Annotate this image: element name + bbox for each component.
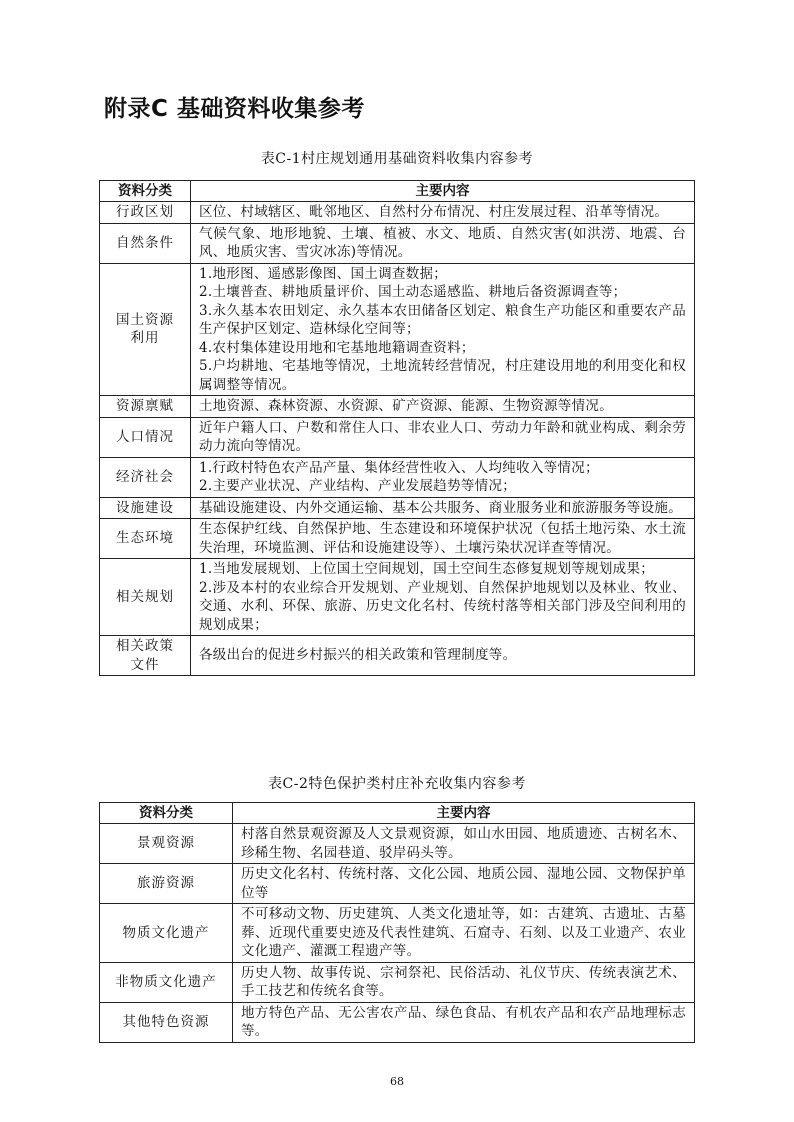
table2-row xyxy=(100,864,695,904)
content-cell xyxy=(191,497,695,519)
category-cell: 设施建设 xyxy=(100,497,191,519)
content-line: 地方特色产品、无公害农产品、绿色食品、有机农产品和农产品地理标志等。 xyxy=(241,1004,686,1039)
content-cell xyxy=(191,396,695,418)
content-cell xyxy=(191,559,695,636)
content-line: 1.当地发展规划、上位国土空间规划，国土空间生态修复规划等规划成果； xyxy=(199,561,655,577)
content-cell xyxy=(191,223,695,263)
table2-row xyxy=(100,824,695,864)
category-cell: 景观资源 xyxy=(100,824,233,864)
content-cell xyxy=(191,457,695,497)
category-cell: 生态环境 xyxy=(100,519,191,559)
category-cell: 经济社会 xyxy=(100,457,191,497)
table2-header-category: 资料分类 xyxy=(100,803,233,824)
content-cell xyxy=(233,962,695,1002)
category-cell: 资源禀赋 xyxy=(100,396,191,418)
content-line: 2.土壤普查、耕地质量评价、国土动态遥感监、耕地后备资源调查等； xyxy=(199,284,627,300)
category-cell: 物质文化遗产 xyxy=(100,904,233,963)
content-line: 不可移动文物、历史建筑、人类文化遗址等，如：古建筑、古遗址、古墓葬、近现代重要史迹及代表性建筑、石窟寺、石刻、以及工业遗产、农业文化遗产、灌溉工程遗产等。 xyxy=(241,906,686,959)
table1-row xyxy=(100,263,695,396)
content-cell xyxy=(191,519,695,559)
content-cell xyxy=(233,864,695,904)
category-cell: 行政区划 xyxy=(100,202,191,224)
table1-row xyxy=(100,519,695,559)
page-number: 68 xyxy=(390,1075,404,1088)
table1-row xyxy=(100,396,695,418)
table2-header-row xyxy=(100,803,695,824)
table1-general-materials xyxy=(99,180,695,676)
content-cell xyxy=(233,1002,695,1042)
table1-row xyxy=(100,223,695,263)
category-cell: 非物质文化遗产 xyxy=(100,962,233,1002)
content-line: 4.农村集体建设用地和宅基地地籍调查资料； xyxy=(199,339,475,356)
content-line: 气候气象、地形地貌、土壤、植被、水文、地质、自然灾害(如洪涝、地震、台风、地质灾害、雪灾冰冻)等情况。 xyxy=(199,225,686,260)
content-line: 2.主要产业状况、产业结构、产业发展趋势等情况； xyxy=(199,478,517,494)
category-cell: 相关政策文件 xyxy=(100,636,191,676)
table1-row xyxy=(100,417,695,457)
content-line: 区位、村域辖区、毗邻地区、自然村分布情况、村庄发展过程、沿革等情况。 xyxy=(199,204,669,220)
table1-header-row xyxy=(100,181,695,202)
content-line: 历史文化名村、传统村落、文化公园、地质公园、湿地公园、文物保护单位等 xyxy=(241,866,686,901)
table1-row xyxy=(100,202,695,224)
category-cell: 自然条件 xyxy=(100,223,191,263)
content-cell xyxy=(191,202,695,224)
category-cell: 国土资源利用 xyxy=(100,263,191,396)
content-line: 基础设施建设、内外交通运输、基本公共服务、商业服务业和旅游服务等设施。 xyxy=(199,499,682,516)
content-line: 1.行政村特色农产品产量、集体经营性收入、人均纯收入等情况； xyxy=(199,459,599,476)
category-cell: 旅游资源 xyxy=(100,864,233,904)
table1-caption: 表C-1村庄规划通用基础资料收集内容参考 xyxy=(260,151,534,167)
content-line: 各级出台的促进乡村振兴的相关政策和管理制度等。 xyxy=(199,647,517,664)
table2-header-content: 主要内容 xyxy=(233,803,695,824)
content-line: 2.涉及本村的农业综合开发规划、产业规划、自然保护地规划以及林业、牧业、交通、水利、环保、旅游、历史文化名村、传统村落等相关部门涉及空间利用的规划成果； xyxy=(199,579,686,633)
content-line: 村落自然景观资源及人文景观资源，如山水田园、地质遗迹、古树名木、珍稀生物、名园巷道、驳岸码头等。 xyxy=(241,826,686,861)
content-line: 历史人物、故事传说、宗祠祭祀、民俗活动、礼仪节庆、传统表演艺术、手工技艺和传统名食等。 xyxy=(241,964,686,999)
content-cell xyxy=(191,417,695,457)
content-line: 3.永久基本农田划定、永久基本农田储备区划定、粮食生产功能区和重要农产品生产保护区划定、造林绿化空间等； xyxy=(199,302,686,337)
table2-featured-materials xyxy=(99,802,695,1043)
content-line: 5.户均耕地、宅基地等情况，土地流转经营情况，村庄建设用地的利用变化和权属调整等情况。 xyxy=(199,358,686,393)
content-line: 土地资源、森林资源、水资源、矿产资源、能源、生物资源等情况。 xyxy=(199,398,613,414)
content-line: 1.地形图、遥感影像图、国土调查数据； xyxy=(199,265,448,282)
table2-caption: 表C-2特色保护类村庄补充收集内容参考 xyxy=(268,776,526,792)
content-cell xyxy=(233,824,695,864)
table2-row xyxy=(100,1002,695,1042)
content-cell xyxy=(191,636,695,676)
table1-row xyxy=(100,636,695,676)
table1-header-category: 资料分类 xyxy=(100,181,191,202)
category-cell: 相关规划 xyxy=(100,559,191,636)
content-line: 生态保护红线、自然保护地、生态建设和环境保护状况（包括土地污染、水土流失治理，环境监测、评估和设施建设等）、土壤污染状况详查等情况。 xyxy=(199,521,686,556)
table2-row xyxy=(100,962,695,1002)
table1-row xyxy=(100,559,695,636)
content-line: 近年户籍人口、户数和常住人口、非农业人口、劳动力年龄和就业构成、剩余劳动力流向等情况。 xyxy=(199,419,686,454)
category-cell: 其他特色资源 xyxy=(100,1002,233,1042)
appendix-heading: 附录C 基础资料收集参考 xyxy=(104,96,365,122)
category-cell: 人口情况 xyxy=(100,417,191,457)
table1-row xyxy=(100,457,695,497)
table1-header-content: 主要内容 xyxy=(191,181,695,202)
content-cell xyxy=(233,904,695,963)
content-cell xyxy=(191,263,695,396)
table1-row xyxy=(100,497,695,519)
table2-row xyxy=(100,904,695,963)
